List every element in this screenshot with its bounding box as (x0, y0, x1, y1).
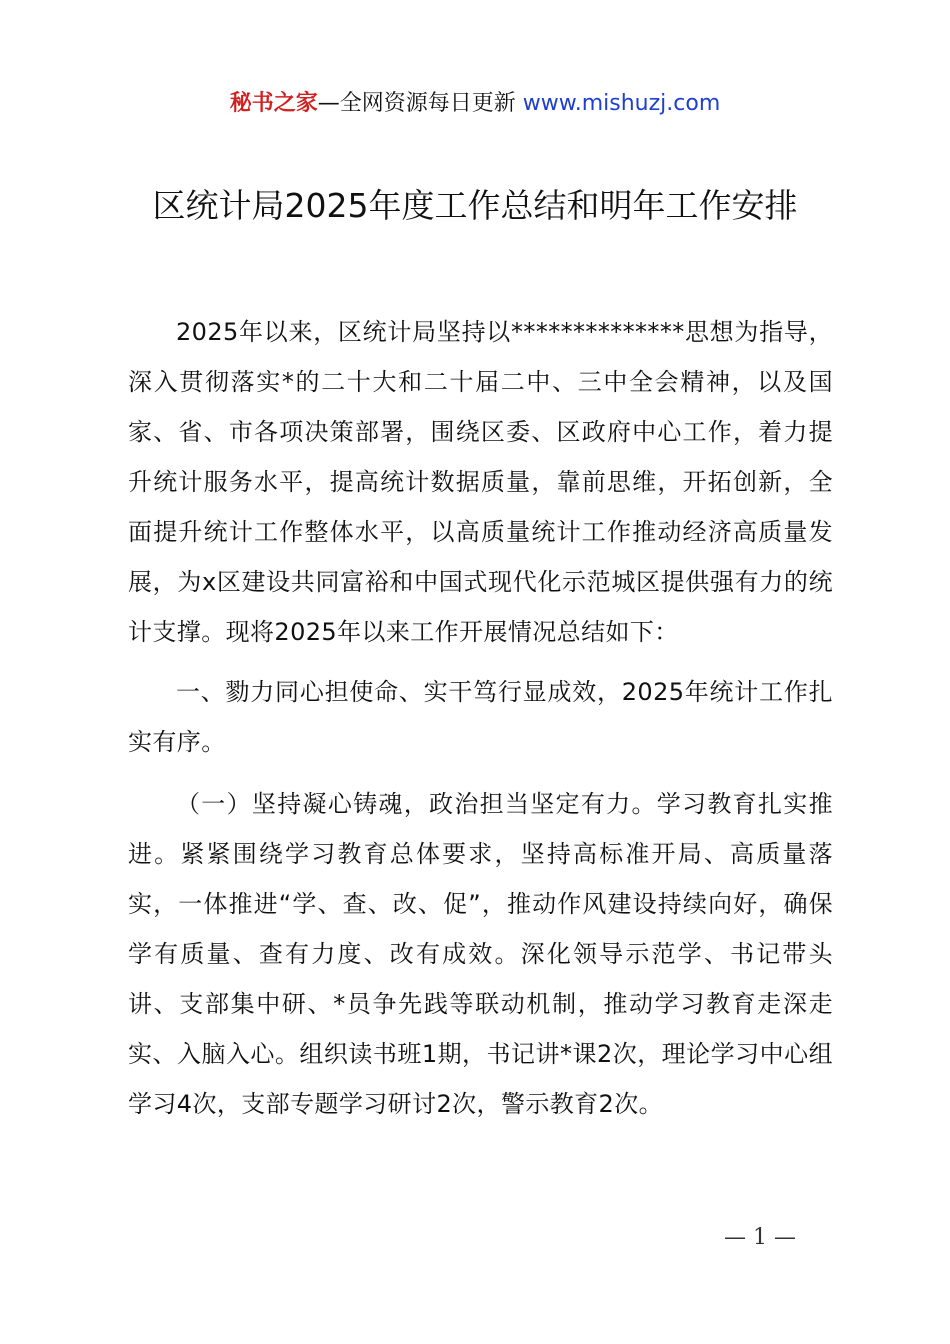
document-title: 区统计局2025年度工作总结和明年工作安排 (152, 186, 798, 225)
section-heading-1: 一、勠力同心担使命、实干笃行显成效，2025年统计工作扎实有序。 (128, 678, 833, 756)
site-header (0, 88, 950, 120)
body-paragraph-subsection-1: （一）坚持凝心铸魂，政治担当坚定有力。学习教育扎实推进。紧紧围绕学习教育总体要求，坚持高标准开局、高质量落实，一体推进“学、查、改、促”，推动作风建设持续向好，确保学有质量、查有力度、改有成效。深化领导示范学、书记带头讲、支部集中研、*员争先践等联动机制，推动学习教育走深走实、入脑入心。组织读书班1期，书记讲*课2次，理论学习中心组学习4次，支部专题学习研讨2次，警示教育2次。 (128, 790, 833, 1118)
header-tagline: —全网资源每日更新 (317, 91, 523, 116)
brand-name: 秘书之家 (229, 91, 318, 116)
site-url-link[interactable]: www.mishuzj.com (522, 91, 721, 116)
page-number: — 1 — (724, 1225, 796, 1250)
body-paragraph-intro: 2025年以来，区统计局坚持以**************思想为指导，深入贯彻落实*的二十大和二十届二中、三中全会精神，以及国家、省、市各项决策部署，围绕区委、区政府中心工作，着力提升统计服务水平，提高统计数据质量，靠前思维，开拓创新，全面提升统计工作整体水平，以高质量统计工作推动经济高质量发展，为x区建设共同富裕和中国式现代化示范城区提供强有力的统计支撑。现将2025年以来工作开展情况总结如下： (128, 318, 833, 646)
